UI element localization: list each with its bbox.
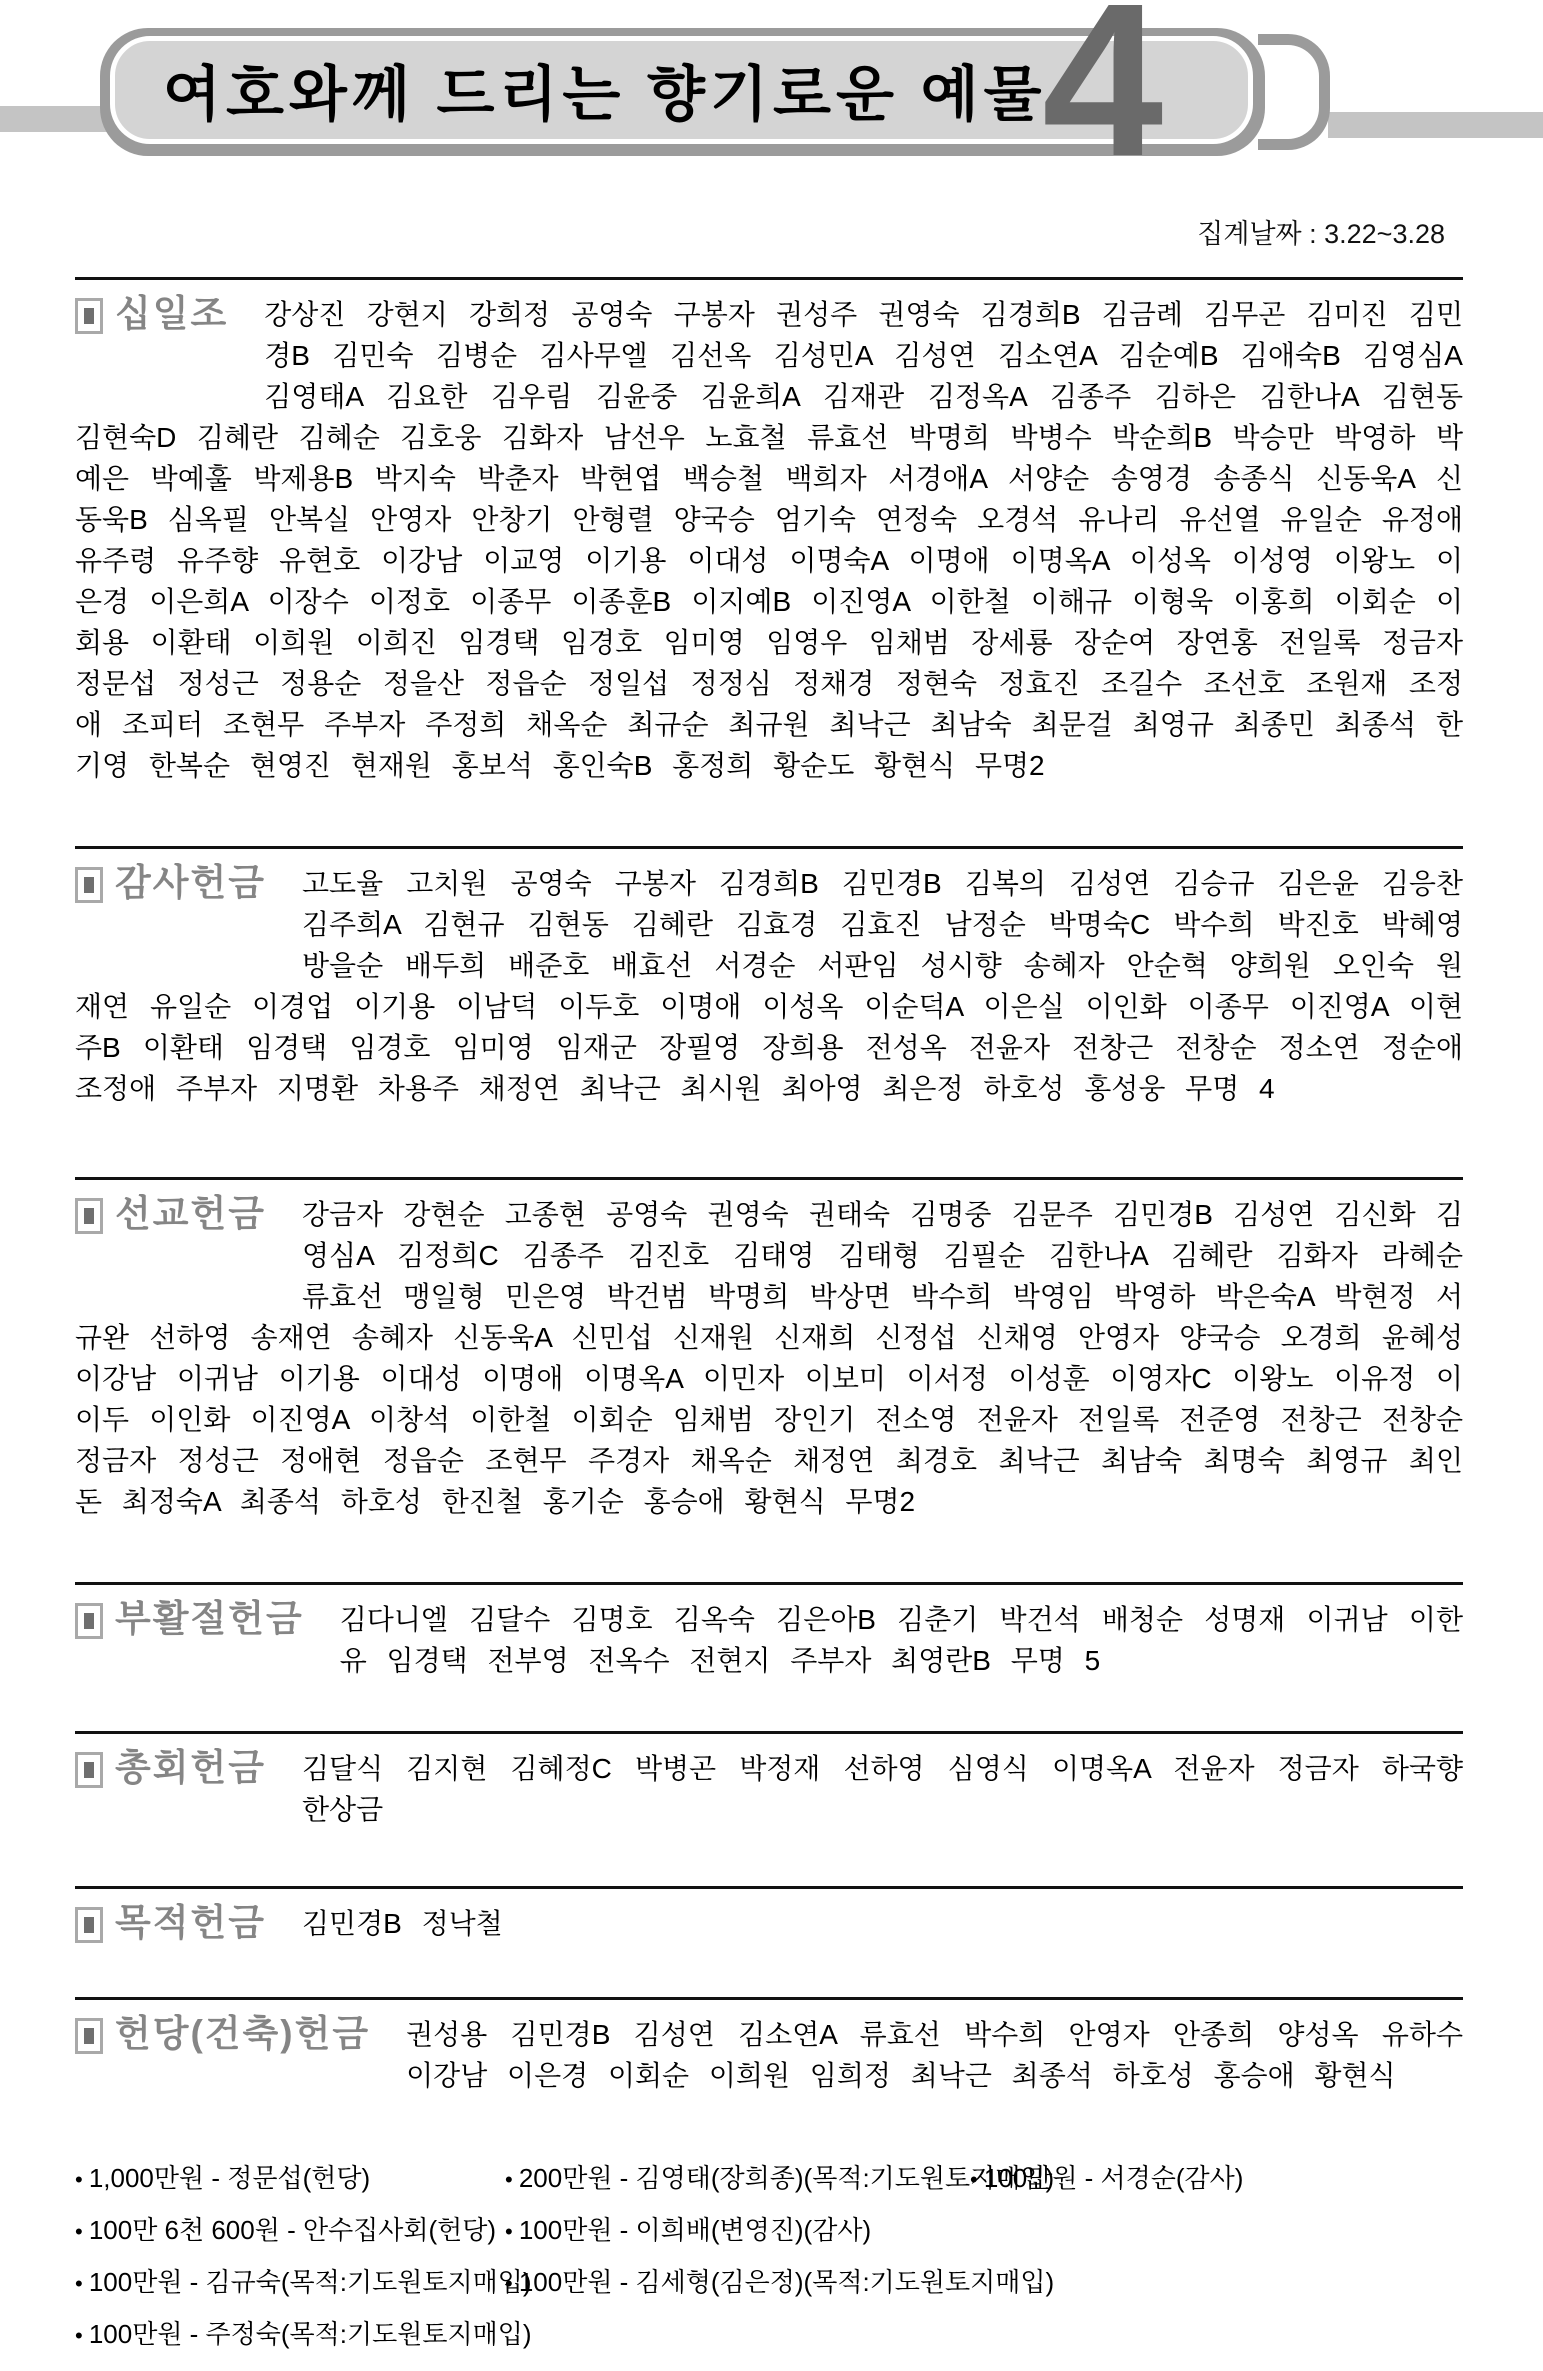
section-divider [75,277,1463,280]
section-names: 김다니엘 김달수 김명호 김옥숙 김은아B 김춘기 박건석 배청순 성명재 이귀남 이한유 임경택 전부영 전옥수 전현지 주부자 최영란B 무명 5 [339,1604,1463,1676]
section-bullet-icon [75,867,103,903]
section-names: 강금자 강현순 고종현 공영숙 권영숙 권태숙 김명중 김문주 김민경B 김성연 김신화 김영심A 김정희C 김종주 김진호 김태영 김태형 김필순 김한나A 김혜란 김화자 라혜순 류효선 맹일형 민은영 박건범 박명희 박상면 박수희 박영임 박영하 박은숙A 박현정 서규완 선하영 송재연 송혜자 신동욱A 신민섭 신재원 신재희 신정섭 신채영 안영자 양국승 오경희 윤혜성 이강남 이귀남 이기용 이대성 이명애 이명옥A 이민자 이보미 이서정 이성훈 이영자C 이왕노 이유정 이이두 이인화 이진영A 이창석 이한철 이회순 임채범 장인기 전소영 전윤자 전일록 전준영 전창근 전창순 정금자 정성근 정애현 정읍순 조현무 주경자 채옥순 채정연 최경호 최낙근 최남숙 최명숙 최영규 최인돈 최정숙A 최종석 하호성 한진철 홍기순 홍승애 황현식 무명2 [75,1199,1463,1517]
section-mission [75,1177,1463,1522]
header-right-bracket [1258,34,1330,150]
section-label [75,2014,370,2098]
section-tithe [75,277,1463,786]
section-names: 고도율 고치원 공영숙 구봉자 김경희B 김민경B 김복의 김성연 김승규 김은윤 김응찬 김주희A 김현규 김현동 김혜란 김효경 김효진 남정순 박명숙C 박수희 박진호 박혜영 방을순 배두희 배준호 배효선 서경순 서판임 성시향 송혜자 안순혁 양희원 오인숙 원재연 유일순 이경업 이기용 이남덕 이두호 이명애 이성옥 이순덕A 이은실 이인화 이종무 이진영A 이현주B 이환태 임경택 임경호 임미영 임재군 장필영 장희용 전성옥 전윤자 전창근 전창순 정소연 정순애 조정애 주부자 지명환 차용주 채정연 최낙근 최시원 최아영 최은정 하호성 홍성웅 무명 4 [75,868,1463,1104]
special-offering-item: • 100만원 - 이희배(변영진)(감사) [505,2210,970,2247]
special-offerings-column-2 [505,2158,1055,2366]
section-easter [75,1582,1463,1683]
section-names: 김달식 김지현 김혜정C 박병곤 박정재 선하영 심영식 이명옥A 전윤자 정금자 하국향 한상금 [301,1753,1463,1825]
special-offerings-column-1 [75,2158,532,2366]
section-divider [75,1582,1463,1585]
section-title: 목적헌금 [115,1903,266,1943]
section-divider [75,1177,1463,1180]
special-offering-item: • 100만원 - 서경순(감사) [970,2158,1243,2195]
section-title: 선교헌금 [115,1194,266,1234]
special-offering-item: • 1,000만원 - 정문섭(헌당) [75,2158,505,2195]
special-offering-item: • 100만 6천 600원 - 안수집사회(헌당) [75,2210,505,2247]
special-offerings-list [0,2158,1543,2366]
section-bullet-icon [75,1198,103,1234]
section-label [75,1903,266,1945]
section-thanksgiving [75,846,1463,1109]
special-offering-item: • 100만원 - 김규숙(목적:기도원토지매입) [75,2262,505,2299]
special-offering-item: • 200만원 - 김영태(장희종)(목적:기도원토지매입) [505,2158,970,2195]
page-title: 여호와께 드리는 향기로운 예물 [163,61,1047,128]
section-bullet-icon [75,1907,103,1943]
section-label [75,1194,266,1278]
section-title: 헌당(건축)헌금 [115,2014,371,2054]
section-divider [75,1997,1463,2000]
section-label [75,1748,266,1790]
section-title: 감사헌금 [115,863,266,903]
section-label [75,863,266,947]
section-designated [75,1886,1463,1945]
section-names: 권성용 김민경B 김성연 김소연A 류효선 박수희 안영자 안종희 양성옥 유하수 이강남 이은경 이회순 이희원 임희정 최낙근 최종석 하호성 홍승애 황현식 [406,2019,1463,2091]
section-divider [75,846,1463,849]
section-title: 부활절헌금 [115,1599,304,1639]
tally-date: 집계날짜 : 3.22~3.28 [1197,219,1445,249]
section-bullet-icon [75,1603,103,1639]
section-divider [75,1731,1463,1734]
special-offering-item: • 100만원 - 주정숙(목적:기도원토지매입) [75,2314,505,2351]
section-general-assembly [75,1731,1463,1830]
section-title: 총회헌금 [115,1748,266,1788]
page-number: 4 [1042,0,1164,202]
page-header [0,0,1543,202]
header-right-bar [1328,112,1543,138]
section-names: 강상진 강현지 강희정 공영숙 구봉자 권성주 권영숙 김경희B 김금례 김무곤 김미진 김민경B 김민숙 김병순 김사무엘 김선옥 김성민A 김성연 김소연A 김순예B 김애숙B 김영심A 김영태A 김요한 김우림 김윤중 김윤희A 김재관 김정옥A 김종주 김하은 김한나A 김현동 김현숙D 김혜란 김혜순 김호웅 김화자 남선우 노효철 류효선 박명희 박병수 박순희B 박승만 박영하 박예은 박예훌 박제용B 박지숙 박춘자 박현엽 백승철 백희자 서경애A 서양순 송영경 송종식 신동욱A 신동욱B 심옥필 안복실 안영자 안창기 안형렬 양국승 엄기숙 연정숙 오경석 유나리 유선열 유일순 유정애 유주령 유주향 유현호 이강남 이교영 이기용 이대성 이명숙A 이명애 이명옥A 이성옥 이성영 이왕노 이은경 이은희A 이장수 이정호 이종무 이종훈B 이지예B 이진영A 이한철 이해규 이형욱 이홍희 이회순 이회용 이환태 이희원 이희진 임경택 임경호 임미영 임영우 임채범 장세룡 장순여 장연홍 전일록 정금자 정문섭 정성근 정용순 정을산 정읍순 정일섭 정정심 정채경 정현숙 정효진 조길수 조선호 조원재 조정애 조피터 조현무 주부자 주정희 채옥순 최규순 최규원 최낙근 최남숙 최문걸 최영규 최종민 최종석 한기영 한복순 현영진 현재원 홍보석 홍인숙B 홍정희 황순도 황현식 무명2 [75,299,1463,781]
section-label [75,294,228,378]
section-divider [75,1886,1463,1889]
section-building [75,1997,1463,2098]
section-bullet-icon [75,1752,103,1788]
offerings-list [0,277,1543,2098]
section-names: 김민경B 정낙철 [301,1908,503,1939]
special-offerings-column-3 [970,2158,1243,2366]
section-bullet-icon [75,2018,103,2054]
section-label [75,1599,304,1683]
section-title: 십일조 [115,294,229,334]
section-bullet-icon [75,298,103,334]
special-offering-item: • 100만원 - 김세형(김은정)(목적:기도원토지매입) [505,2262,970,2299]
